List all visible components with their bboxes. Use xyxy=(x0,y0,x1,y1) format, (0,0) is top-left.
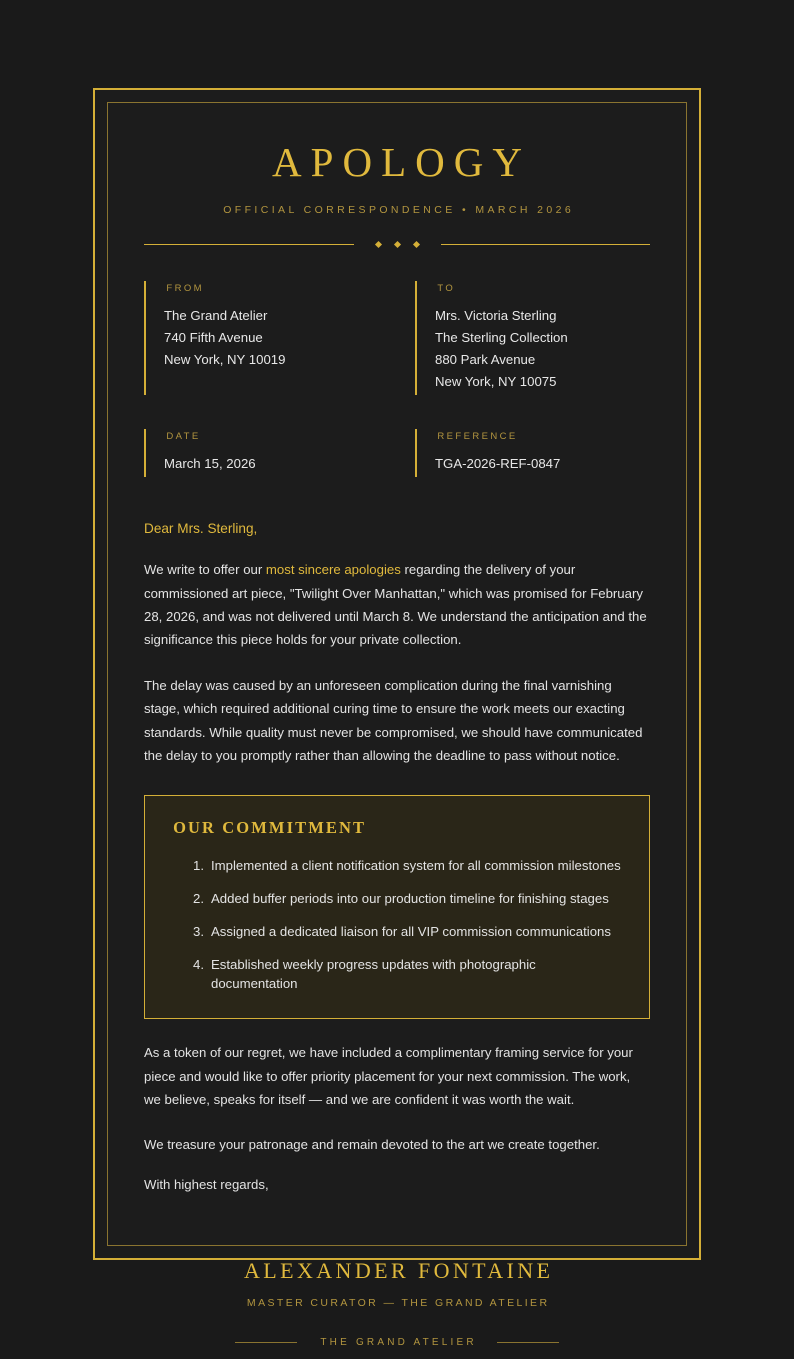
to-line: 880 Park Avenue xyxy=(435,352,536,368)
divider-rule-left xyxy=(144,244,354,245)
body-paragraph-3: As a token of our regret, we have included a complimentary framing service for your piece and would like to offer priority placement for your next commission. The work, we believe, speaks for itself — and we are confident it was worth the wait. xyxy=(144,1045,633,1107)
to-block xyxy=(415,281,650,395)
page-title: APOLOGY xyxy=(272,139,531,185)
divider-diamonds xyxy=(354,242,441,247)
from-line: 740 Fifth Avenue xyxy=(164,330,263,346)
footer xyxy=(144,1337,650,1348)
footer-rule-right xyxy=(497,1342,559,1343)
list-item: Added buffer periods into our production timeline for finishing stages xyxy=(211,891,609,907)
address-row xyxy=(144,281,650,395)
body-paragraph-4: We treasure your patronage and remain devoted to the art we create together. xyxy=(144,1137,600,1153)
body-paragraph-2: The delay was caused by an unforeseen complication during the final varnishing stage, which required additional curing time to ensure the work meets our exacting standards. While quality must never be compromised, we should have communicated the delay to you promptly rather than allowing the deadline to pass without notice. xyxy=(144,677,643,763)
to-label: TO xyxy=(437,283,456,295)
page-subtitle: OFFICIAL CORRESPONDENCE • MARCH 2026 xyxy=(223,204,575,217)
signature-name: ALEXANDER FONTAINE xyxy=(244,1258,554,1284)
para1-highlight: most sincere apologies xyxy=(265,562,401,578)
list-item: Established weekly progress updates with photographic documentation xyxy=(211,956,536,992)
diamond-icon xyxy=(374,241,381,248)
letter-frame-inner xyxy=(107,102,687,1349)
reference-label: REFERENCE xyxy=(437,431,518,443)
to-line: The Sterling Collection xyxy=(435,330,568,346)
meta-row xyxy=(144,429,650,477)
list-item: Assigned a dedicated liaison for all VIP commission communications xyxy=(211,923,611,939)
diamond-icon xyxy=(412,241,419,248)
signature-role: MASTER CURATOR — THE GRAND ATELIER xyxy=(246,1297,550,1310)
reference-block xyxy=(415,429,650,477)
to-line: New York, NY 10075 xyxy=(435,374,557,390)
salutation: Dear Mrs. Sterling, xyxy=(144,521,258,537)
date-value: March 15, 2026 xyxy=(164,456,256,472)
para1-text-after: regarding the delivery of your commissioned art piece, "Twilight Over Manhattan," which was promised for February 28, 2026, and was not delivered until March 8. We understand the anticipation and the significance this piece holds for your private collection. xyxy=(144,562,647,648)
letter-frame-outer xyxy=(93,88,701,1349)
from-block xyxy=(144,281,379,395)
closing-line: With highest regards, xyxy=(144,1176,269,1192)
ornamental-divider xyxy=(144,242,650,247)
commitment-title: OUR COMMITMENT xyxy=(173,818,367,838)
reference-value: TGA-2026-REF-0847 xyxy=(435,456,561,472)
footer-rule-left xyxy=(235,1342,297,1343)
from-label: FROM xyxy=(166,283,204,295)
date-block xyxy=(144,429,379,477)
date-label: DATE xyxy=(166,431,201,443)
footer-brand: THE GRAND ATELIER xyxy=(320,1337,477,1349)
diamond-icon xyxy=(393,241,400,248)
from-line: The Grand Atelier xyxy=(164,308,268,324)
commitment-box xyxy=(144,795,650,1019)
divider-rule-right xyxy=(441,244,651,245)
para1-text-before: We write to offer our xyxy=(144,562,266,578)
from-line: New York, NY 10019 xyxy=(164,352,286,368)
to-line: Mrs. Victoria Sterling xyxy=(435,308,557,324)
list-item: Implemented a client notification system for all commission milestones xyxy=(211,858,621,874)
commitment-list xyxy=(171,856,623,994)
body-paragraph-1 xyxy=(144,558,650,651)
